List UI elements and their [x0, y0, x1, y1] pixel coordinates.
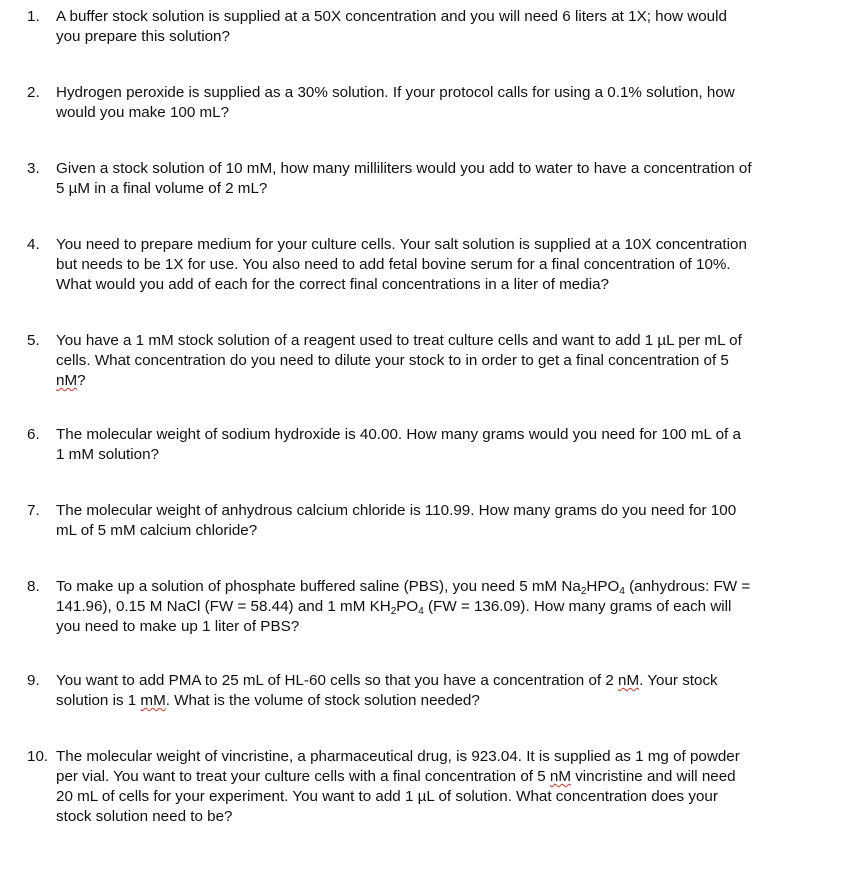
text-line: you need to make up 1 liter of PBS? — [56, 618, 300, 635]
question-text — [56, 425, 816, 465]
text-line: To make up a solution of phosphate buffered saline (PBS), you need 5 mM $Na_2HPO_4$ (anhydrous: FW = — [56, 578, 751, 597]
text-line: mL of 5 mM calcium chloride? — [56, 522, 258, 539]
question-number: 1. — [27, 8, 40, 25]
spellcheck-flagged-unit: nM — [56, 372, 78, 389]
spellcheck-flagged-unit: nM — [549, 768, 571, 785]
question-text — [56, 501, 816, 541]
text-line: What would you add of each for the correct final concentrations in a liter of media? — [56, 276, 609, 293]
text-line: you prepare this solution? — [56, 28, 230, 45]
text-line: would you make 100 mL? — [56, 104, 230, 121]
question-text — [56, 671, 816, 711]
text-line: 5 µM in a final volume of 2 mL? — [56, 180, 268, 197]
text-line: but needs to be 1X for use. You also need to add fetal bovine serum for a final concentration of 10%. — [56, 256, 731, 273]
question-text — [56, 577, 816, 637]
question-text — [56, 235, 816, 295]
text-line: 20 mL of cells for your experiment. You want to add 1 µL of solution. What concentration does your — [56, 788, 718, 805]
question-text — [56, 159, 816, 199]
question-text — [56, 747, 816, 827]
question-number: 3. — [27, 160, 40, 177]
question-number: 5. — [27, 332, 40, 349]
text-line: per vial. You want to treat your culture cells with a final concentration of 5 nM vincristine and will need — [56, 768, 736, 785]
text-line: You have a 1 mM stock solution of a reagent used to treat culture cells and want to add 1 µL per mL of — [56, 332, 742, 349]
question-number: 10. — [27, 748, 49, 765]
question-text — [56, 83, 816, 123]
text-line: The molecular weight of sodium hydroxide is 40.00. How many grams would you need for 100 mL of a — [56, 426, 741, 443]
text-line: Hydrogen peroxide is supplied as a 30% solution. If your protocol calls for using a 0.1% solution, how — [56, 84, 735, 101]
text-line: The molecular weight of anhydrous calcium chloride is 110.99. How many grams do you need for 100 — [56, 502, 737, 519]
spellcheck-flagged-unit: nM — [618, 672, 640, 689]
text-line: A buffer stock solution is supplied at a 50X concentration and you will need 6 liters at 1X; how would — [56, 8, 727, 25]
question-number: 6. — [27, 426, 40, 443]
question-number: 9. — [27, 672, 40, 689]
text-line: You want to add PMA to 25 mL of HL-60 cells so that you have a concentration of 2 nM. Your stock — [56, 672, 718, 689]
question-number: 2. — [27, 84, 40, 101]
text-line: 141.96), 0.15 M NaCl (FW = 58.44) and 1 mM $KH_2PO_4$ (FW = 136.09). How many grams of each will — [56, 598, 732, 617]
question-text — [56, 331, 816, 391]
text-line: Given a stock solution of 10 mM, how many milliliters would you add to water to have a concentration of — [56, 160, 752, 177]
question-text — [56, 7, 816, 47]
question-number: 7. — [27, 502, 40, 519]
text-line: stock solution need to be? — [56, 808, 233, 825]
text-line: 1 mM solution? — [56, 446, 159, 463]
text-line: solution is 1 mM. What is the volume of stock solution needed? — [56, 692, 480, 709]
text-line: You need to prepare medium for your culture cells. Your salt solution is supplied at a 10X concentration — [56, 236, 747, 253]
text-line: cells. What concentration do you need to dilute your stock to in order to get a final concentration of 5 — [56, 352, 729, 369]
question-number: 8. — [27, 578, 40, 595]
text-line: nM? — [56, 372, 86, 389]
question-number: 4. — [27, 236, 40, 253]
spellcheck-flagged-unit: mM — [140, 692, 166, 709]
text-line: The molecular weight of vincristine, a pharmaceutical drug, is 923.04. It is supplied as 1 mg of powder — [56, 748, 740, 765]
